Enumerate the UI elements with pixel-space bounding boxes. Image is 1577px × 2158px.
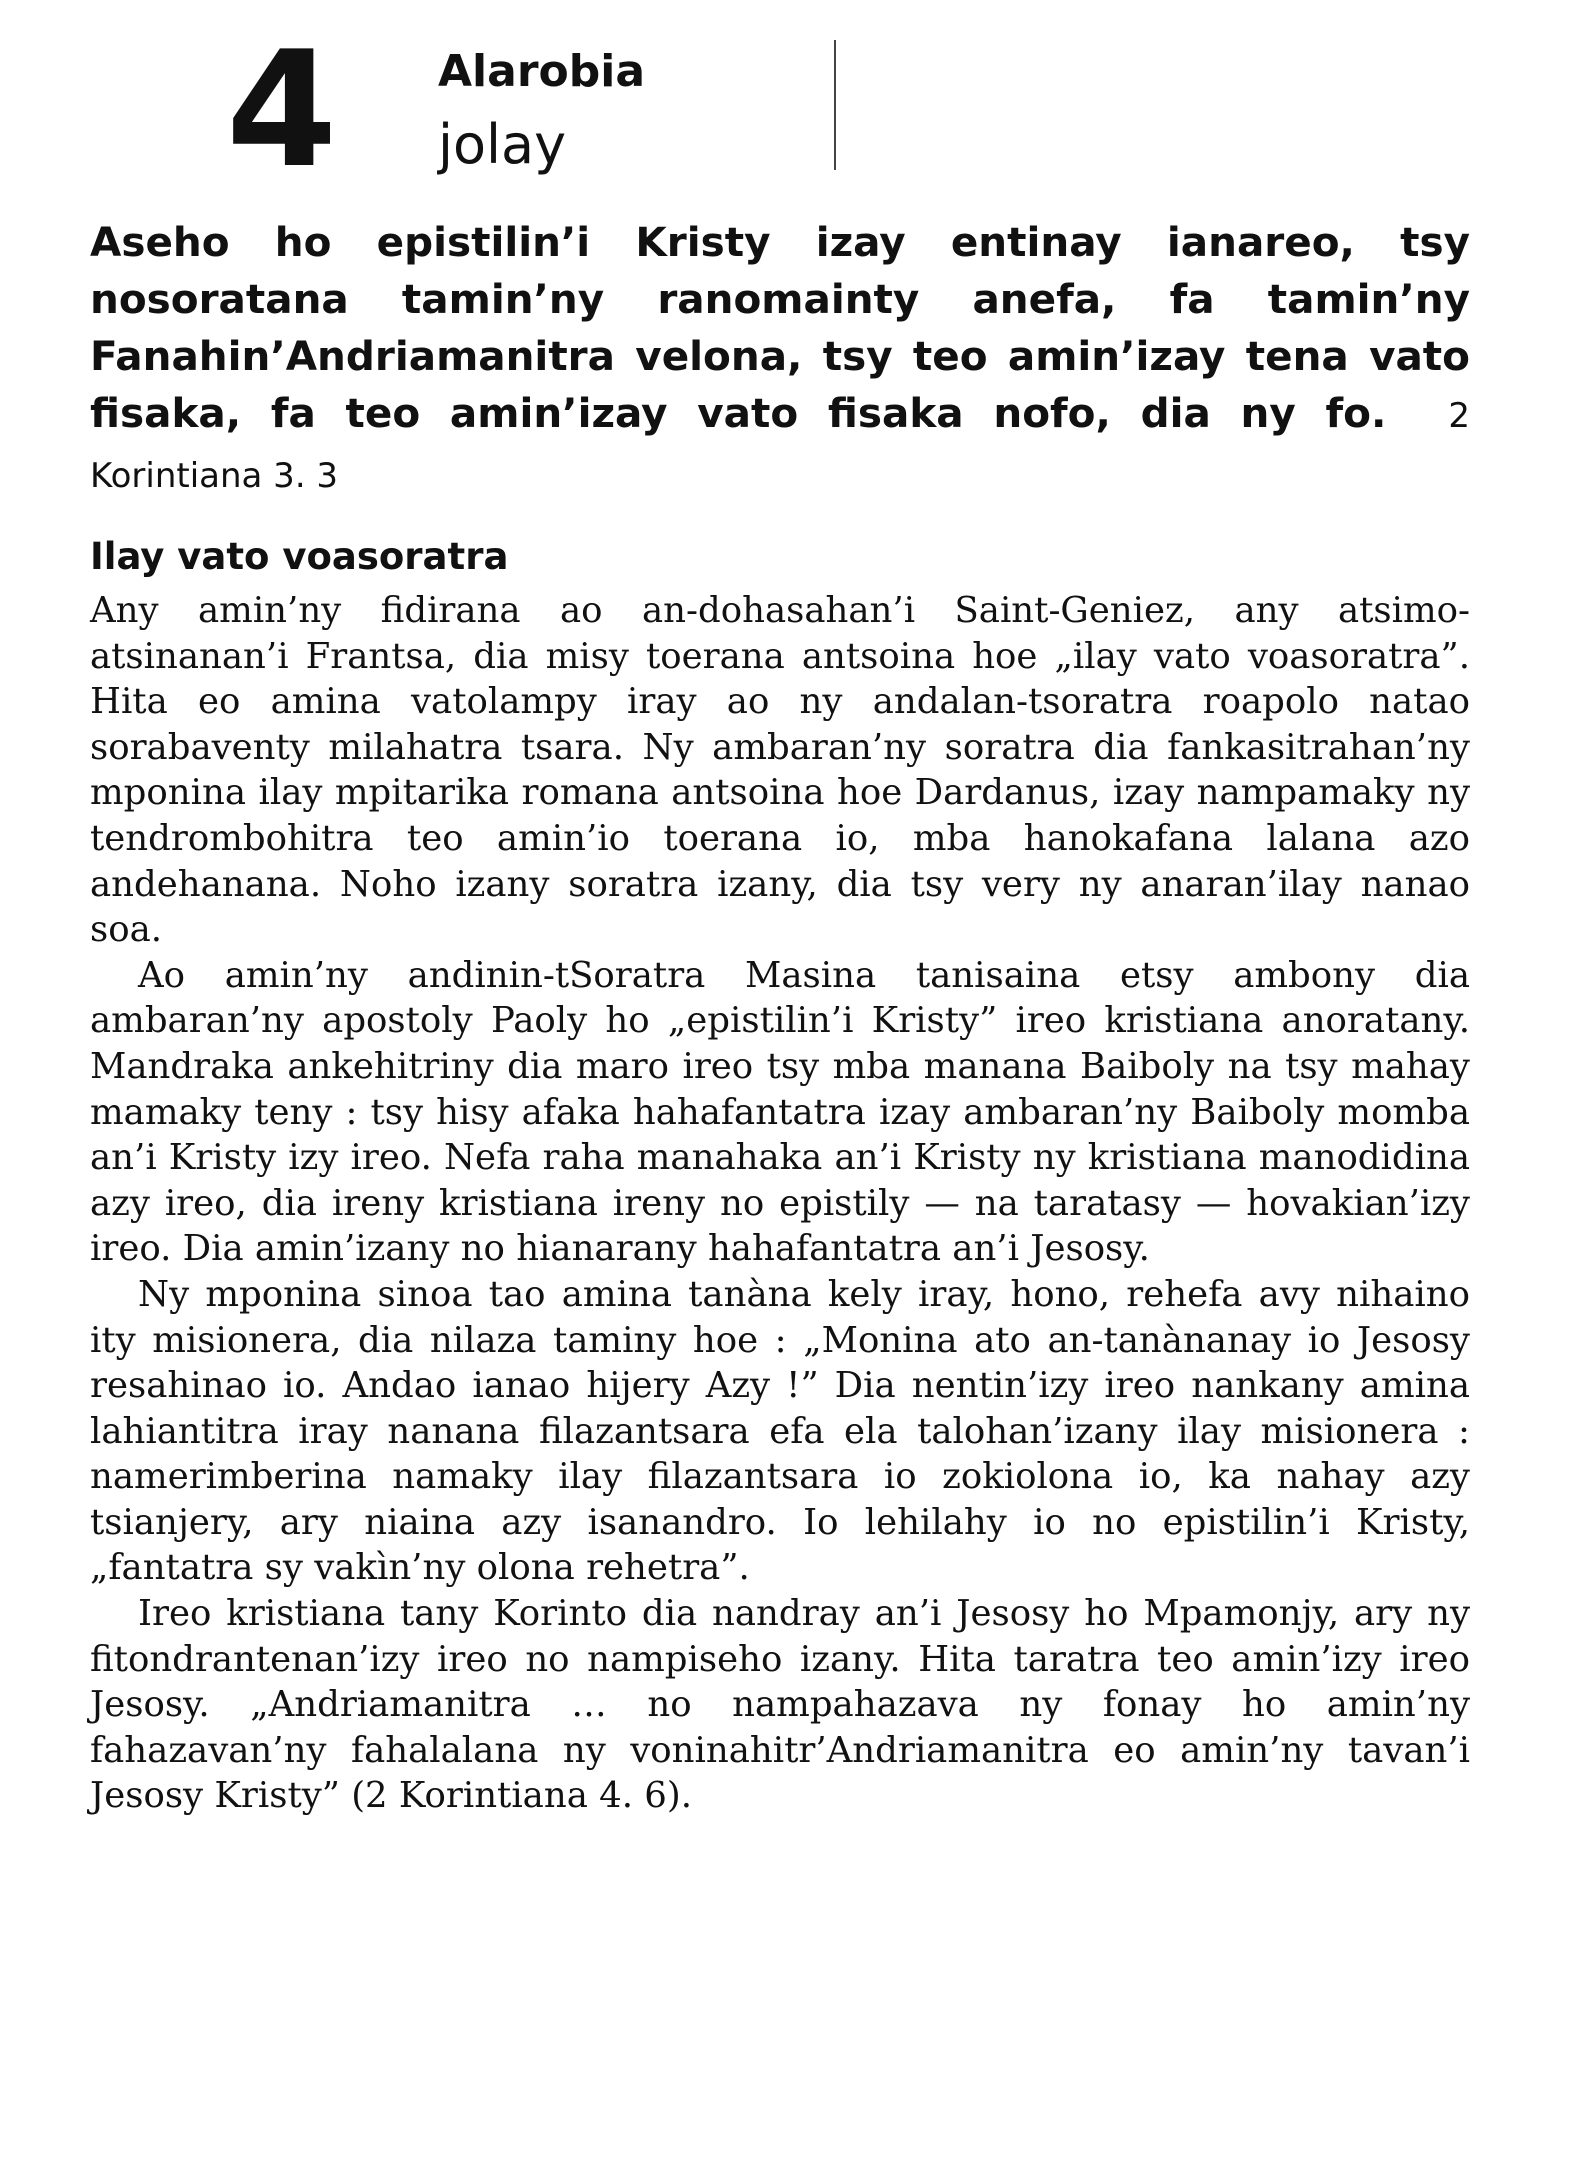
- verse-text: Aseho ho epistilin’i Kristy izay entinay ianareo, tsy nosoratana tamin’ny ranomainty anefa, fa tamin’ny Fanahin’Andriamanitra velona, tsy teo amin’izay tena vato fisaka, fa teo amin’izay vato fisaka nofo, dia ny fo.: [90, 218, 1470, 437]
- body-paragraph: Ny mponina sinoa tao amina tanàna kely iray, hono, rehefa avy nihaino ity misionera, dia nilaza taminy hoe : „Monina ato an-tanànanay io Jesosy resahinao io. Andao ianao hijery Azy !” Dia nentin’izy ireo nankany amina lahiantitra iray nanana filazantsara efa ela talohan’izany ilay misionera : namerimberina namaky ilay filazantsara io zokiolona io, ka nahay azy tsianjery, ary niaina azy isanandro. Io lehilahy io no epistilin’i Kristy, „fantatra sy vakìn’ny olona rehetra”.: [90, 1273, 1470, 1589]
- body-paragraph: Any amin’ny fidirana ao an-dohasahan’i Saint-Geniez, any atsimo-atsinanan’i Frantsa, dia misy toerana antsoina hoe „ilay vato voasoratra”. Hita eo amina vatolampy iray ao ny andalan-tsoratra roapolo natao sorabaventy milahatra tsara. Ny ambaran’ny soratra dia fankasitrahan’ny mponina ilay mpitarika romana antsoina hoe Dardanus, izay nampamaky ny tendrombohitra teo amin’io toerana io, mba hanokafana lalana azo andehanana. Noho izany soratra izany, dia tsy very ny anaran’ilay nanao soa.: [90, 590, 1470, 951]
- date-header: [226, 16, 846, 203]
- weekday-name: Alarobia: [438, 46, 646, 97]
- month-name: jolay: [438, 113, 567, 176]
- day-number: 4: [226, 16, 334, 203]
- body-paragraph: Ao amin’ny andinin-tSoratra Masina tanisaina etsy ambony dia ambaran’ny apostoly Paoly ho „epistilin’i Kristy” ireo kristiana anoratany. Mandraka ankehitriny dia maro ireo tsy mba manana Baiboly na tsy mahay mamaky teny : tsy hisy afaka hahafantatra izay ambaran’ny Baiboly momba an’i Kristy izy ireo. Nefa raha manahaka an’i Kristy ny kristiana manodidina azy ireo, dia ireny kristiana ireny no epistily — na taratasy — hovakian’izy ireo. Dia amin’izany no hianarany hahafantatra an’i Jesosy.: [90, 954, 1470, 1270]
- header-divider: [834, 40, 836, 170]
- key-verse: [90, 214, 1470, 505]
- body-paragraph: Ireo kristiana tany Korinto dia nandray an’i Jesosy ho Mpamonjy, ary ny fitondrantenan’izy ireo no nampiseho izany. Hita taratra teo amin’izy ireo Jesosy. „Andriamanitra … no nampahazava ny fonay ho amin’ny fahazavan’ny fahalalana ny voninahitr’Andriamanitra eo amin’ny tavan’i Jesosy Kristy” (2 Korintiana 4. 6).: [90, 1593, 1470, 1817]
- body-text: [90, 588, 1470, 1819]
- section-title: Ilay vato voasoratra: [90, 535, 509, 578]
- verse-reference: 2 Korintiana 3. 3: [90, 396, 1470, 496]
